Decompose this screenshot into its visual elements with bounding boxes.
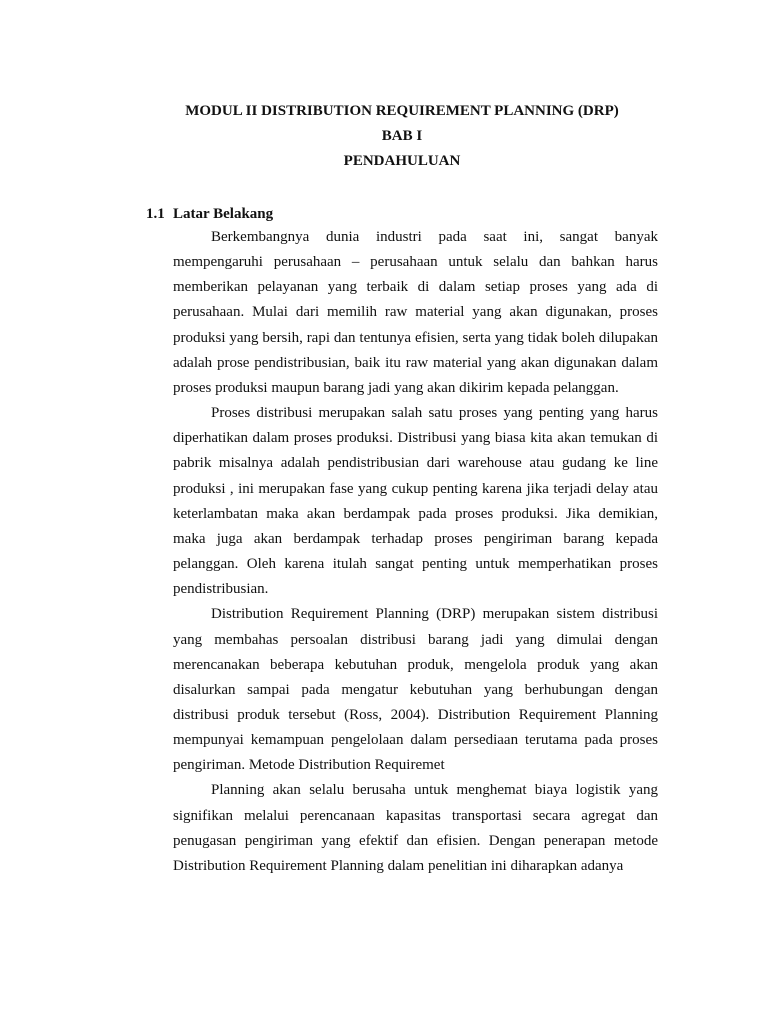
chapter-title: PENDAHULUAN <box>343 153 461 169</box>
section-heading <box>146 204 273 224</box>
paragraph: Proses distribusi merupakan salah satu proses yang penting yang harus diperhatikan dalam proses produksi. Distribusi yang biasa kita akan temukan di pabrik misalnya adalah pendistribusian dari warehouse atau gudang ke line produksi , ini merupakan fase yang cukup penting karena jika terjadi delay atau keterlambatan maka akan berdampak pada proses produksi. Jika demikian, maka juga akan berdampak terhadap proses pengiriman barang kepada pelanggan. Oleh karena itulah sangat penting untuk memperhatikan proses pendistribusian. <box>173 405 658 598</box>
body-text <box>173 225 658 879</box>
chapter-label: BAB I <box>381 128 423 144</box>
section-number: 1.1 <box>146 206 165 222</box>
section-title: Latar Belakang <box>173 206 274 222</box>
document-title <box>0 99 768 174</box>
module-title: MODUL II DISTRIBUTION REQUIREMENT PLANNING (DRP) <box>185 103 619 119</box>
paragraph: Distribution Requirement Planning (DRP) merupakan sistem distribusi yang membahas persoalan distribusi barang jadi yang dimulai dengan merencanakan beberapa kebutuhan produk, mengelola produk yang akan disalurkan sampai pada mengatur kebutuhan yang berhubungan dengan distribusi produk tersebut (Ross, 2004). Distribution Requirement Planning mempunyai kemampuan pengelolaan dalam persediaan terutama pada proses pengiriman. Metode Distribution Requiremet <box>173 606 658 774</box>
paragraph: Planning akan selalu berusaha untuk menghemat biaya logistik yang signifikan melalui perencanaan kapasitas transportasi secara agregat dan penugasan pengiriman yang efektif dan efisien. Dengan penerapan metode Distribution Requirement Planning dalam penelitian ini diharapkan adanya <box>173 782 658 874</box>
paragraph: Berkembangnya dunia industri pada saat ini, sangat banyak mempengaruhi perusahaan – perusahaan untuk selalu dan bahkan harus memberikan pelayanan yang terbaik di dalam setiap proses yang ada di perusahaan. Mulai dari memilih raw material yang akan digunakan, proses produksi yang bersih, rapi dan tentunya efisien, serta yang tidak boleh dilupakan adalah prose pendistribusian, baik itu raw material yang akan digunakan dalam proses produksi maupun barang jadi yang akan dikirim kepada pelanggan. <box>173 229 658 396</box>
